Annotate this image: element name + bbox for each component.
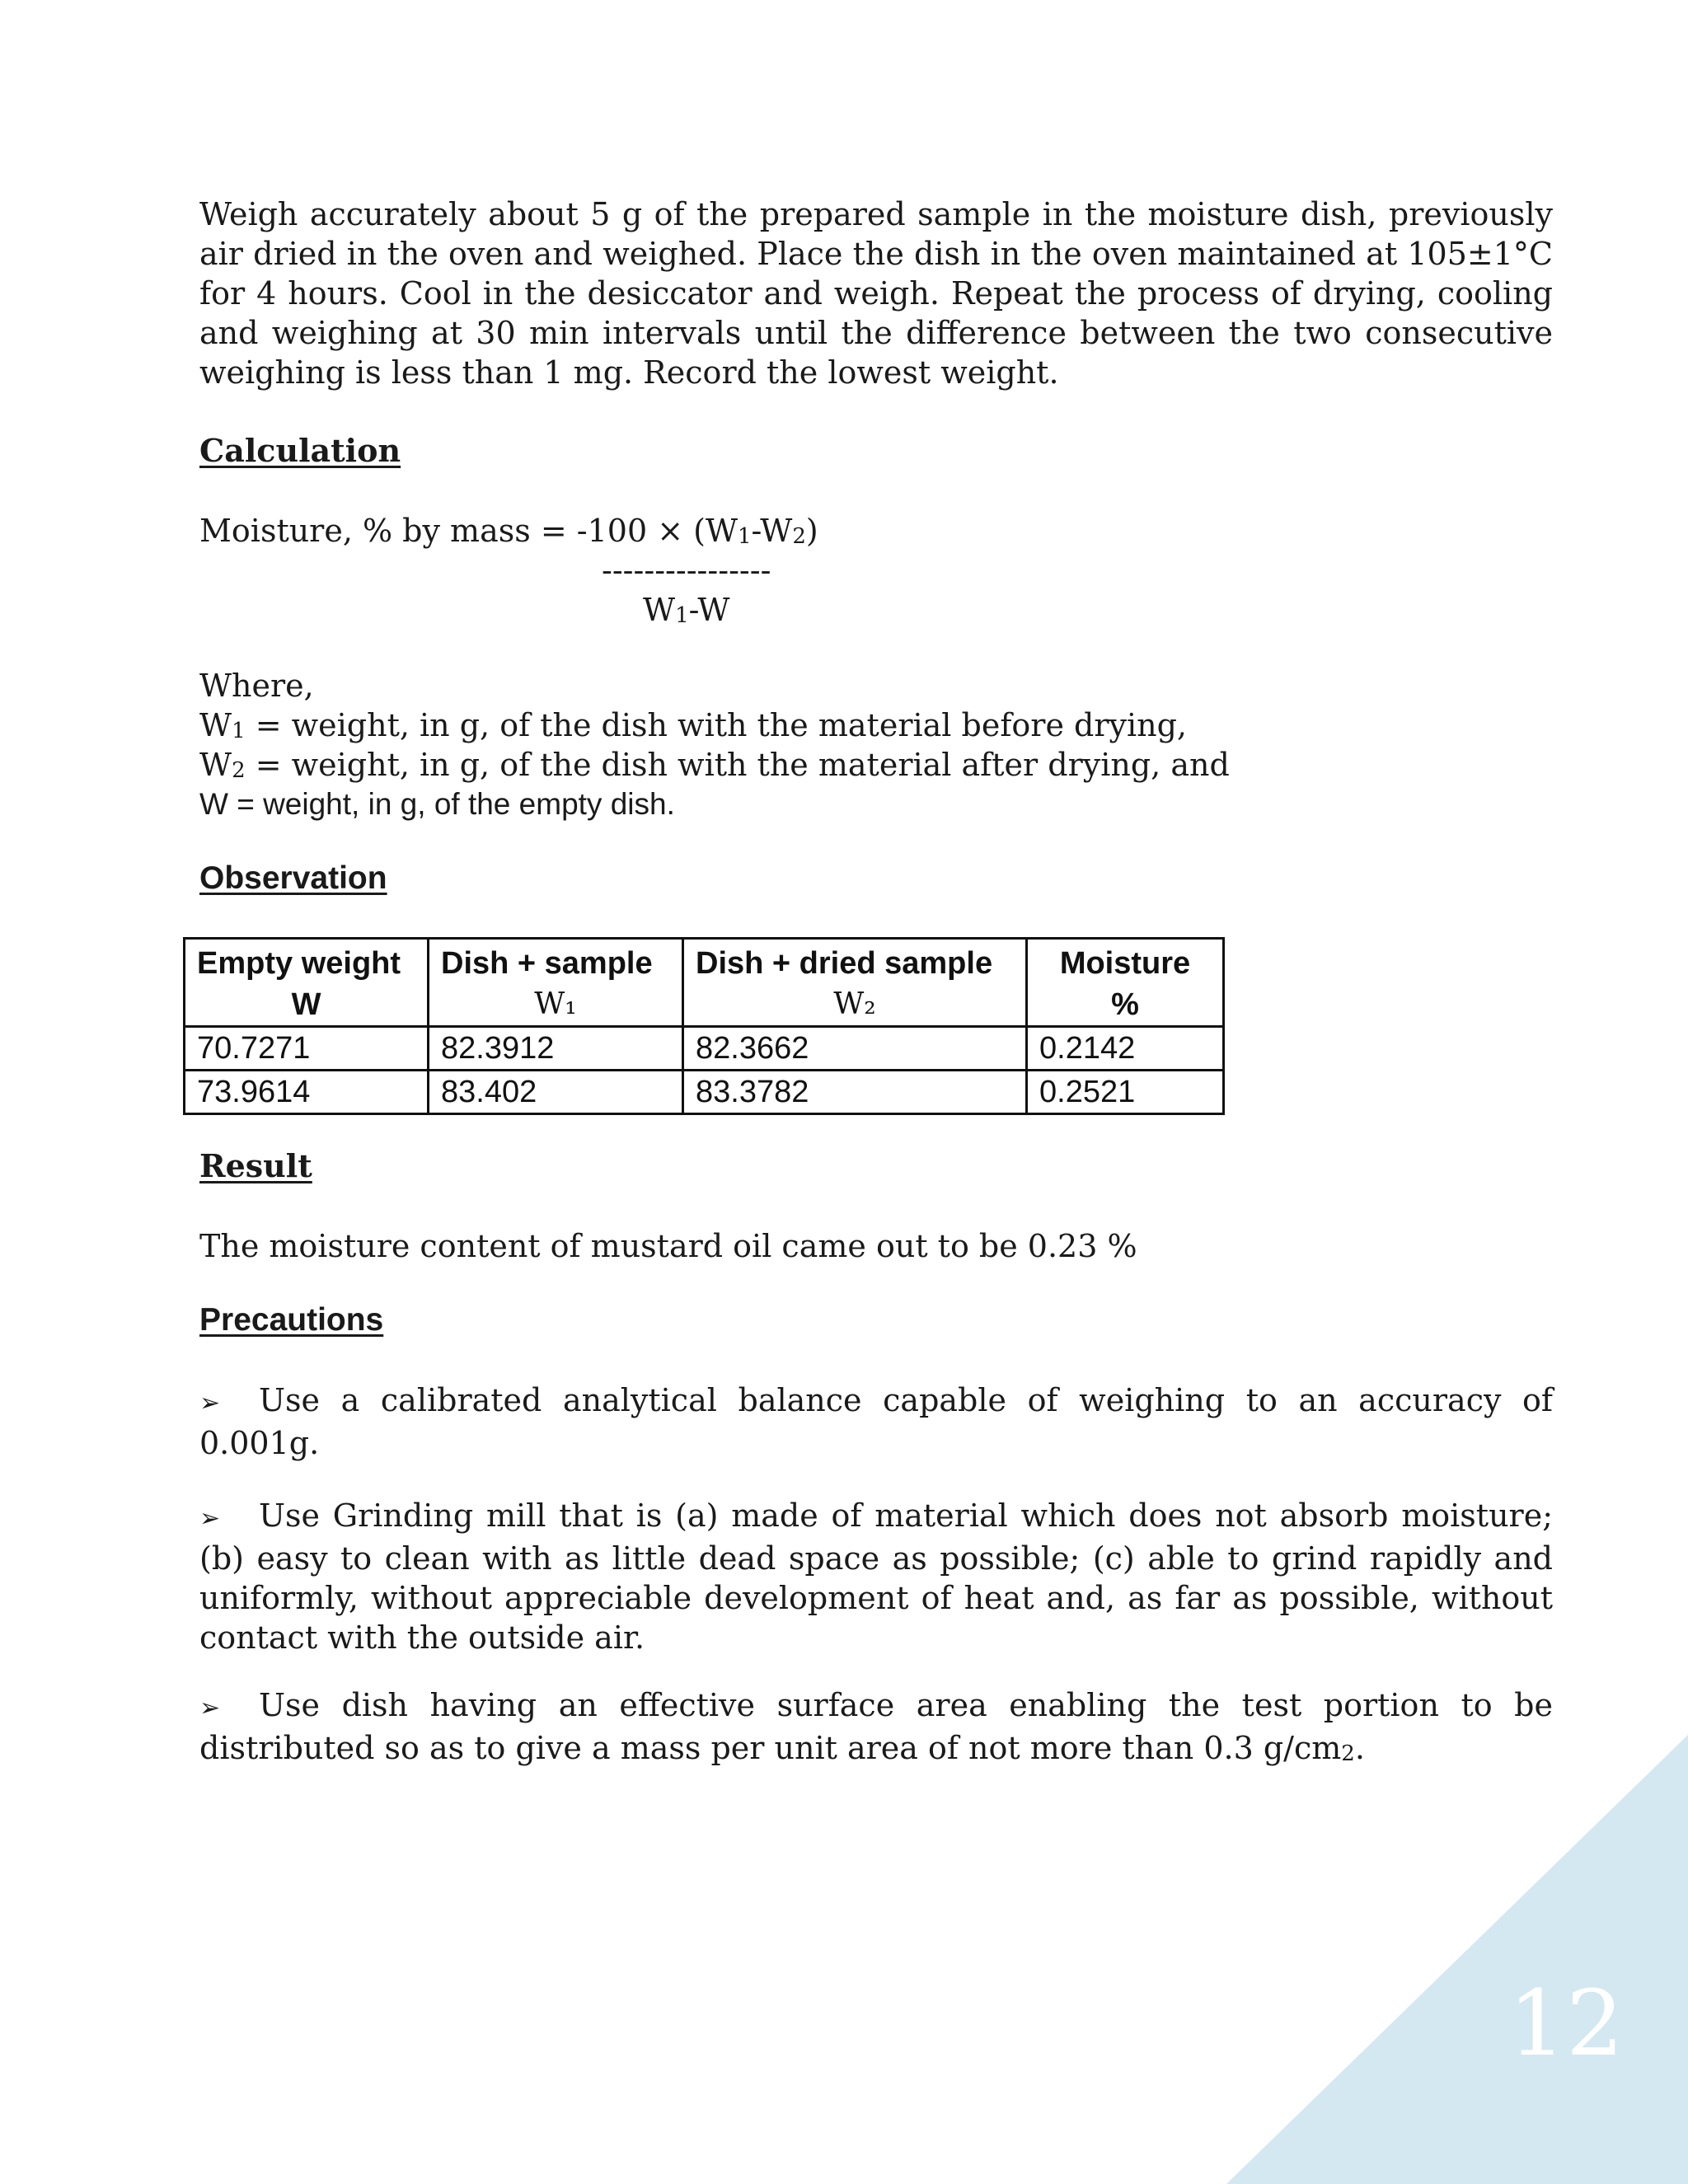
- table-cell: 83.3782: [683, 1071, 1027, 1114]
- w2-definition: W2 = weight, in g, of the dish with the material after drying, and: [199, 747, 1230, 783]
- arrowhead-bullet-icon: ➢: [199, 1694, 221, 1722]
- calculation-heading: Calculation: [199, 432, 401, 469]
- moisture-formula-denominator: W1-W: [643, 592, 730, 628]
- table-cell: 73.9614: [185, 1071, 429, 1114]
- table-header-cell: Empty weight W: [185, 939, 429, 1027]
- w-definition: W = weight, in g, of the empty dish.: [199, 787, 675, 821]
- w1-definition: W1 = weight, in g, of the dish with the material before drying,: [199, 707, 1188, 743]
- arrowhead-bullet-icon: ➢: [199, 1504, 221, 1533]
- corner-triangle-decoration: [1226, 1735, 1688, 2184]
- intro-paragraph: Weigh accurately about 5 g of the prepared sample in the moisture dish, previously air dried in the oven and weighed. Place the dish in the oven maintained at 105±1°C for 4 hours. Cool in the desiccator and weigh. Repeat the process of drying, cooling and weighing at 30 min intervals until the difference between the two consecutive weighing is less than 1 mg. Record the lowest weight.: [199, 196, 1553, 391]
- precaution-item: ➢ Use dish having an effective surface area enabling the test portion to be distributed so as to give a mass per unit area of not more than 0.3 g/cm2.: [199, 1687, 1553, 1766]
- precautions-heading: Precautions: [199, 1302, 384, 1338]
- result-heading: Result: [199, 1147, 312, 1184]
- table-cell: 0.2142: [1027, 1027, 1224, 1071]
- table-row: [185, 1071, 1224, 1114]
- table-cell: 82.3912: [429, 1027, 683, 1071]
- table-cell: 82.3662: [683, 1027, 1027, 1071]
- table-header-cell: Moisture %: [1027, 939, 1224, 1027]
- table-cell: 83.402: [429, 1071, 683, 1114]
- arrowhead-bullet-icon: ➢: [199, 1389, 221, 1418]
- table-cell: 0.2521: [1027, 1071, 1224, 1114]
- formula-divider: ----------------: [602, 552, 771, 588]
- precaution-item: ➢ Use a calibrated analytical balance capable of weighing to an accuracy of 0.001g.: [199, 1382, 1553, 1461]
- where-label: Where,: [199, 668, 314, 704]
- observation-table: [183, 937, 1225, 1115]
- page-number: 12: [1508, 1971, 1624, 2076]
- moisture-formula-numerator: Moisture, % by mass = -100 × (W1-W2): [199, 513, 818, 549]
- table-cell: 70.7271: [185, 1027, 429, 1071]
- result-text: The moisture content of mustard oil came out to be 0.23 %: [199, 1228, 1137, 1264]
- observation-heading: Observation: [199, 860, 387, 896]
- precaution-item: ➢ Use Grinding mill that is (a) made of material which does not absorb moisture; (b) easy to clean with as little dead space as possible; (c) able to grind rapidly and uniformly, without appreciable development of heat and, as far as possible, without contact with the outside air.: [199, 1497, 1553, 1656]
- table-header-cell: Dish + sample W₁: [429, 939, 683, 1027]
- table-header-row: [185, 939, 1224, 1027]
- table-row: [185, 1027, 1224, 1071]
- table-header-cell: Dish + dried sample W₂: [683, 939, 1027, 1027]
